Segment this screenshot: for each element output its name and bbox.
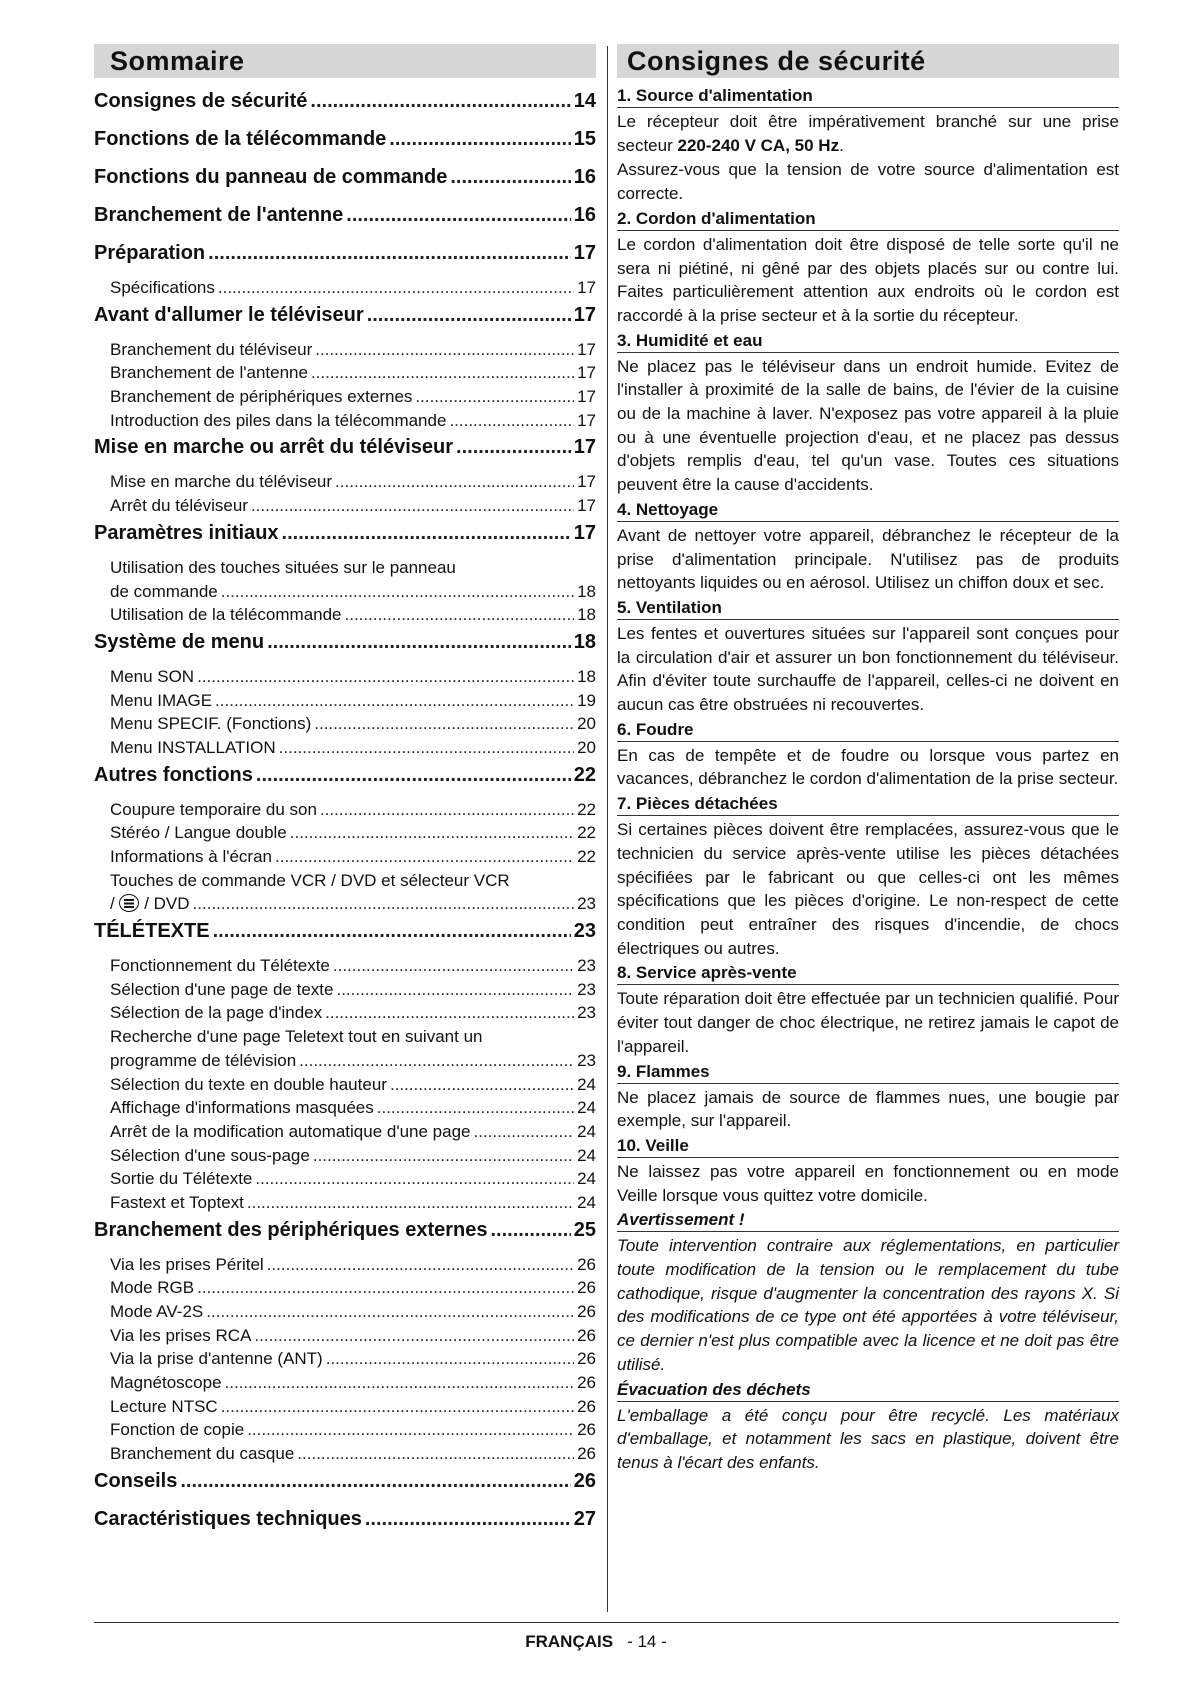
toc-entry-label: Touches de commande VCR / DVD et sélecteur VCR: [110, 870, 510, 890]
toc-entry-label: Branchement du casque: [110, 1444, 295, 1464]
safety-paragraph-text: Le cordon d'alimentation doit être disposé de telle sorte qu'il ne sera ni piétiné, ni gêné par des objets placés sur ou contre lui. Faites particulièrement attention aux endroits où le cordon est raccordé à la prise secteur et à la sortie du récepteur.: [617, 234, 1119, 325]
toc-leader-dots: [267, 627, 571, 657]
toc-entry-label: Arrêt de la modification automatique d'une page: [110, 1121, 471, 1141]
toc-leader-dots: [206, 1300, 574, 1324]
safety-paragraph: [617, 987, 1119, 1058]
safety-paragraph-text: En cas de tempête et de foudre ou lorsque vous partez en vacances, débranchez le cordon d'alimentation de la prise secteur.: [617, 745, 1119, 789]
toc-page-number: 18: [577, 605, 596, 625]
toc-entry-label: Via la prise d'antenne (ANT): [110, 1349, 323, 1369]
toc-entry-label: Spécifications: [110, 278, 215, 297]
safety-section: [617, 84, 1119, 206]
toc-entry-label: Fonction de copie: [110, 1420, 245, 1440]
toc-entry: [94, 238, 596, 276]
toc-entry-label: Sélection de la page d'index: [110, 1003, 323, 1023]
safety-paragraph: [617, 233, 1119, 328]
safety-title: Consignes de sécurité: [617, 44, 1119, 78]
toc-entry-label-prefix: /: [110, 894, 115, 914]
toc-entry-label: Sélection d'une sous-page: [110, 1145, 310, 1165]
toc-subentry: [94, 821, 596, 845]
toc-page-number: 19: [577, 690, 596, 710]
toc-page-number: 24: [577, 1098, 596, 1118]
toc-page-number: 23: [573, 920, 596, 943]
toc-subentry: [94, 409, 596, 433]
safety-paragraph-text: Les fentes et ouvertures situées sur l'appareil sont conçues pour la circulation d'air et assurer un bon fonctionnement du téléviseur. Afin d'éviter toute surchauffe de l'appareil, celles-ci ne doivent en aucun cas être obstruées ni recouvertes.: [617, 623, 1119, 715]
toc-leader-dots: [221, 1395, 574, 1419]
toc-entry-label: de commande: [110, 581, 218, 601]
toc-subentry: [94, 1418, 596, 1442]
toc-subentry: [94, 978, 596, 1002]
toc-page-number: 20: [577, 714, 596, 734]
toc-entry: [94, 627, 596, 665]
toc-entry-label: Branchement du téléviseur: [110, 339, 313, 359]
toc-page-number: 26: [577, 1420, 596, 1440]
safety-paragraph: [617, 1086, 1119, 1133]
toc-subentry: [94, 1049, 596, 1073]
toc-entry-label: Autres fonctions: [94, 763, 253, 786]
toc-page-number: 15: [573, 128, 596, 150]
toc-leader-dots: [197, 665, 574, 689]
toc-subentry: [94, 1276, 596, 1300]
safety-paragraph: [617, 524, 1119, 595]
footer-rule: [94, 1622, 1119, 1623]
toc-subentry: [94, 338, 596, 362]
toc-entry-label: Magnétoscope: [110, 1373, 222, 1393]
toc-subentry: [94, 603, 596, 627]
safety-section: [617, 718, 1119, 791]
toc-entry-label: Mise en marche du téléviseur: [110, 472, 333, 492]
safety-paragraph-text: Ne placez pas le téléviseur dans un endroit humide. Evitez de l'installer à proximité de la salle de bains, de l'évier de la cuisine ou de la machine à laver. N'exposez pas votre appareil à la pluie ou à une éventuelle projection d'eau, et ne placez pas dessus d'objets remplis d'eau, tel qu'un vase. Toutes ces situations peuvent être la cause d'accidents.: [617, 356, 1119, 495]
toc-page-number: 17: [573, 242, 596, 264]
toc-leader-dots: [320, 798, 574, 822]
toc-subentry: [94, 845, 596, 869]
toc-entry: [94, 760, 596, 798]
toc-leader-dots: [247, 1418, 574, 1442]
toc-subentry: [94, 798, 596, 822]
safety-paragraph: [617, 744, 1119, 791]
toc-page-number: 16: [573, 166, 596, 188]
toc-subentry: [94, 954, 596, 978]
toc-entry: [94, 1504, 596, 1542]
toc-leader-dots: [490, 1215, 570, 1245]
toc-leader-dots: [473, 1120, 574, 1144]
toc-entry-label: Arrêt du téléviseur: [110, 496, 248, 516]
toc-subentry: [94, 869, 596, 893]
toc-entry-label: Branchement de l'antenne: [94, 204, 344, 226]
safety-paragraph: [617, 1234, 1119, 1376]
toc-subentry: [94, 1347, 596, 1371]
toc-subentry: [94, 1324, 596, 1348]
safety-paragraph: [617, 1404, 1119, 1475]
toc-leader-dots: [333, 954, 574, 978]
toc-title: Sommaire: [94, 44, 596, 78]
toc-leader-dots: [180, 1466, 570, 1496]
toc-subentry: [94, 689, 596, 713]
toc-entry: [94, 200, 596, 238]
toc-entry-label: Menu IMAGE: [110, 690, 213, 710]
toc-page-number: 17: [573, 521, 596, 544]
safety-section: [617, 596, 1119, 717]
safety-paragraph-text: Toute réparation doit être effectuée par un technicien qualifié. Pour éviter tout danger de choc électrique, ne retirez jamais le capot de l'appareil.: [617, 989, 1119, 1056]
toc-entry-label: Mode RGB: [110, 1278, 195, 1298]
toc-subentry: [94, 1395, 596, 1419]
safety-section: [617, 329, 1119, 497]
safety-section: [617, 1378, 1119, 1475]
safety-section: [617, 1208, 1119, 1376]
toc-leader-dots: [297, 1442, 574, 1466]
toc-leader-dots: [208, 238, 571, 268]
toc-page-number: 26: [577, 1254, 596, 1274]
toc-page-number: 22: [577, 823, 596, 843]
toc-page-number: 26: [577, 1302, 596, 1321]
safety-section: [617, 1134, 1119, 1207]
toc-entry: [94, 1466, 596, 1504]
safety-section-heading: Évacuation des déchets: [617, 1378, 1119, 1402]
toc-subentry: [94, 1253, 596, 1277]
toc-leader-dots: [299, 1049, 574, 1073]
toc-page-number: 23: [577, 956, 596, 976]
safety-section: [617, 792, 1119, 960]
safety-column: [617, 44, 1119, 1476]
toc-leader-dots: [215, 689, 574, 713]
toc-page-number: 17: [577, 363, 596, 383]
safety-section: [617, 961, 1119, 1058]
toc-leader-dots: [310, 86, 570, 116]
safety-section: [617, 207, 1119, 328]
safety-section-heading: 2. Cordon d'alimentation: [617, 207, 1119, 231]
toc-page-number: 27: [573, 1507, 596, 1530]
toc-leader-dots: [450, 162, 570, 192]
toc-subentry: [94, 1300, 596, 1324]
toc-leader-dots: [346, 200, 570, 230]
toc-entry-label: Menu SON: [110, 666, 195, 686]
toc-leader-dots: [251, 494, 574, 518]
toc-leader-dots: [326, 1347, 574, 1371]
safety-paragraph-text: Ne placez jamais de source de flammes nues, une bougie par exemple, sur l'appareil.: [617, 1087, 1119, 1131]
toc-entry-label: Fonctionnement du Télétexte: [110, 956, 330, 976]
toc-leader-dots: [390, 1073, 574, 1097]
safety-paragraph-text: Le récepteur doit être impérativement branché sur une prise secteur: [617, 112, 1119, 155]
safety-section: [617, 498, 1119, 595]
toc-entry: [94, 300, 596, 338]
toc-leader-dots: [345, 603, 575, 627]
toc-entry-label: Fonctions de la télécommande: [94, 128, 387, 150]
column-divider: [607, 46, 608, 1612]
toc-page-number: 26: [577, 1278, 596, 1298]
toc-page-number: 17: [577, 339, 596, 359]
toc-entry-label: Sortie du Télétexte: [110, 1169, 253, 1189]
toc-page-number: 22: [577, 847, 596, 866]
toc-subentry: [94, 556, 596, 580]
page-footer: [0, 1632, 1192, 1652]
toc-page-number: 26: [577, 1396, 596, 1416]
toc-subentry: [94, 1096, 596, 1120]
toc-entry-label: Fonctions du panneau de commande: [94, 166, 448, 188]
safety-section: [617, 1060, 1119, 1133]
toc-page-number: 17: [577, 496, 596, 516]
toc-page-number: 24: [577, 1074, 596, 1094]
safety-paragraph-text: Si certaines pièces doivent être remplacées, assurez-vous que le technicien du service après-vente utilise les pièces détachées spécifiées par le fabricant ou que celles-ci ont les mêmes spécifications que les pièces d'origine. Le non-respect de cette condition peut entraîner des risques d'incendie, de chocs électriques ou autres.: [617, 820, 1119, 958]
toc-leader-dots: [218, 276, 574, 300]
toc-entry: [94, 1215, 596, 1253]
toc-page-number: 26: [577, 1444, 596, 1464]
toc-page-number: 17: [577, 472, 596, 492]
toc-subentry: [94, 892, 596, 916]
toc-leader-dots: [335, 470, 574, 494]
toc-entry-label: Menu SPECIF. (Fonctions): [110, 714, 312, 734]
toc-entry-label: Menu INSTALLATION: [110, 737, 276, 757]
toc-page-number: 22: [573, 763, 596, 786]
toc-leader-dots: [267, 1253, 574, 1277]
toc-entry-label: Via les prises Péritel: [110, 1254, 264, 1274]
toc-entry-label: Paramètres initiaux: [94, 521, 279, 544]
safety-section-heading: 6. Foudre: [617, 718, 1119, 742]
toc-leader-dots: [193, 892, 575, 916]
toc-page-number: 17: [573, 303, 596, 326]
toc-page-number: 17: [577, 387, 596, 407]
safety-section-heading: Avertissement !: [617, 1208, 1119, 1232]
toc-leader-dots: [389, 124, 570, 154]
toc-entry: [94, 518, 596, 556]
toc-entry-label: Système de menu: [94, 630, 265, 653]
toc-page-number: 26: [573, 1469, 596, 1492]
toc-entry-label: TÉLÉTEXTE: [94, 920, 210, 943]
toc-entry: [94, 86, 596, 124]
toc-page-number: 24: [577, 1145, 596, 1165]
toc-subentry: [94, 1001, 596, 1025]
toc-entry-label: Utilisation de la télécommande: [110, 605, 342, 625]
safety-paragraph-text: Avant de nettoyer votre appareil, débranchez le récepteur de la prise d'alimentation principale. N'utilisez pas de produits nettoyants liquides ou en aérosol. Utilisez un chiffon doux et sec.: [617, 525, 1119, 593]
toc-page-number: 18: [577, 666, 596, 686]
safety-section-heading: 9. Flammes: [617, 1060, 1119, 1084]
safety-paragraph-text: Toute intervention contraire aux réglementations, en particulier toute modification de la tension ou le remplacement du tube cathodique, risque d'augmenter la concentration des rayons X. Si des modifications de ce type ont été apportées à votre téléviseur, ce dernier n'est plus compatible avec la licence et ne doit pas être utilisé.: [617, 1236, 1119, 1374]
toc-page-number: 23: [577, 1003, 596, 1023]
toc-page-number: 23: [577, 1050, 596, 1070]
toc-leader-dots: [255, 1167, 574, 1191]
toc-leader-dots: [367, 300, 571, 330]
toc-leader-dots: [313, 1144, 574, 1168]
toc-subentry: [94, 385, 596, 409]
toc-leader-dots: [456, 432, 571, 462]
toc-leader-dots: [279, 736, 574, 760]
toc-column: [94, 44, 596, 1542]
safety-section-heading: 3. Humidité et eau: [617, 329, 1119, 353]
safety-paragraph-emphasis: 220-240 V CA, 50 Hz: [677, 135, 840, 155]
toc-subentry: [94, 1025, 596, 1049]
toc-leader-dots: [225, 1371, 575, 1395]
toc-entry-label: Avant d'allumer le téléviseur: [94, 303, 364, 326]
toc-page-number: 26: [577, 1349, 596, 1369]
toc-entry-label: Stéréo / Langue double: [110, 823, 287, 843]
toc-entry-label: Informations à l'écran: [110, 847, 272, 866]
toc-entry-label: [110, 892, 190, 916]
toc-subentry: [94, 580, 596, 604]
toc-page-number: 24: [577, 1169, 596, 1189]
toc-page-number: 26: [577, 1325, 596, 1345]
toc-entry-label: Fastext et Toptext: [110, 1192, 244, 1212]
toc-subentry: [94, 1120, 596, 1144]
toc-subentry: [94, 1442, 596, 1466]
toc-subentry: [94, 1144, 596, 1168]
toc-subentry: [94, 1167, 596, 1191]
safety-paragraph: [617, 622, 1119, 717]
toc-entry-label: Branchement des périphériques externes: [94, 1218, 488, 1241]
toc-entry-label: Branchement de l'antenne: [110, 363, 308, 383]
safety-paragraph: [617, 355, 1119, 497]
toc-subentry: [94, 494, 596, 518]
toc-leader-dots: [365, 1504, 571, 1534]
toc-leader-dots: [311, 361, 574, 385]
toc-subentry: [94, 712, 596, 736]
toc-leader-dots: [415, 385, 574, 409]
safety-section-heading: 1. Source d'alimentation: [617, 84, 1119, 108]
toc-leader-dots: [254, 1324, 574, 1348]
toc-entry-label: Introduction des piles dans la télécommande: [110, 410, 447, 430]
toc-entry-label: Coupure temporaire du son: [110, 799, 317, 819]
toc-leader-dots: [314, 712, 574, 736]
toc-leader-dots: [315, 338, 574, 362]
toc-leader-dots: [221, 580, 574, 604]
toc-entry: [94, 124, 596, 162]
toc-page-number: 23: [577, 979, 596, 999]
toc-entry-label: Mode AV-2S: [110, 1302, 204, 1321]
toc-entry-label: Affichage d'informations masquées: [110, 1098, 374, 1118]
toc-entry-label: Sélection du texte en double hauteur: [110, 1074, 387, 1094]
toc-page-number: 17: [577, 410, 596, 430]
toc-page-number: 17: [573, 436, 596, 459]
toc-entry-label: Utilisation des touches situées sur le panneau: [110, 557, 456, 577]
toc-entry-label: programme de télévision: [110, 1050, 297, 1070]
toc-entry-label: Via les prises RCA: [110, 1325, 252, 1345]
toc-entry-label: Recherche d'une page Teletext tout en suivant un: [110, 1027, 483, 1047]
safety-section-heading: 7. Pièces détachées: [617, 792, 1119, 816]
footer-language: FRANÇAIS: [525, 1632, 614, 1651]
toc-leader-dots: [449, 409, 574, 433]
toc-leader-dots: [197, 1276, 574, 1300]
safety-section-heading: 8. Service après-vente: [617, 961, 1119, 985]
toc-entry-label: Mise en marche ou arrêt du téléviseur: [94, 436, 454, 459]
toc-page-number: 22: [577, 799, 596, 819]
toc-subentry: [94, 1371, 596, 1395]
toc-entry-label: Lecture NTSC: [110, 1396, 218, 1416]
safety-section-heading: 4. Nettoyage: [617, 498, 1119, 522]
toc-leader-dots: [282, 518, 571, 548]
toc-page-number: 16: [573, 204, 596, 226]
toc-entry: [94, 432, 596, 470]
toc-list: [94, 86, 596, 1542]
toc-page-number: 20: [577, 737, 596, 757]
safety-paragraph: [617, 818, 1119, 960]
toc-page-number: 24: [577, 1121, 596, 1141]
toc-leader-dots: [256, 760, 571, 790]
toc-subentry: [94, 665, 596, 689]
toc-entry-label: Consignes de sécurité: [94, 90, 308, 112]
toc-leader-dots: [275, 845, 574, 869]
teletext-icon: [119, 894, 139, 912]
safety-paragraph-text: Ne laissez pas votre appareil en fonctionnement ou en mode Veille lorsque vous quittez votre domicile.: [617, 1161, 1119, 1205]
footer-page-number: - 14 -: [627, 1632, 667, 1651]
toc-subentry: [94, 1073, 596, 1097]
safety-paragraph: [617, 110, 1119, 157]
toc-subentry: [94, 736, 596, 760]
safety-section-heading: 5. Ventilation: [617, 596, 1119, 620]
safety-paragraph: [617, 158, 1119, 205]
toc-entry-label: Caractéristiques techniques: [94, 1507, 362, 1530]
toc-entry-label-suffix: / DVD: [144, 894, 190, 914]
safety-sections: [617, 84, 1119, 1475]
safety-paragraph-text: Assurez-vous que la tension de votre source d'alimentation est correcte.: [617, 160, 1119, 204]
toc-page-number: 18: [573, 630, 596, 653]
toc-leader-dots: [377, 1096, 574, 1120]
toc-page-number: 26: [577, 1373, 596, 1393]
toc-leader-dots: [325, 1001, 574, 1025]
toc-page-number: 14: [573, 90, 596, 112]
toc-page-number: 23: [577, 894, 596, 914]
toc-subentry: [94, 361, 596, 385]
safety-paragraph: [617, 1160, 1119, 1207]
toc-leader-dots: [213, 916, 571, 946]
toc-leader-dots: [336, 978, 574, 1002]
toc-page-number: 24: [577, 1192, 596, 1212]
toc-entry-label: Branchement de périphériques externes: [110, 387, 413, 407]
toc-subentry: [94, 1191, 596, 1215]
toc-leader-dots: [247, 1191, 574, 1215]
toc-entry-label: Sélection d'une page de texte: [110, 979, 334, 999]
toc-entry-label: Préparation: [94, 242, 206, 264]
toc-entry: [94, 916, 596, 954]
safety-section-heading: 10. Veille: [617, 1134, 1119, 1158]
safety-paragraph-tail: .: [839, 135, 844, 155]
toc-entry-label: Conseils: [94, 1469, 178, 1492]
toc-subentry: [94, 276, 596, 300]
toc-page-number: 17: [577, 278, 596, 297]
safety-paragraph-text: L'emballage a été conçu pour être recyclé. Les matériaux d'emballage, et notamment les sacs en plastique, doivent être tenus à l'écart des enfants.: [617, 1405, 1119, 1472]
toc-subentry: [94, 470, 596, 494]
toc-leader-dots: [290, 821, 574, 845]
toc-page-number: 18: [577, 581, 596, 601]
toc-entry: [94, 162, 596, 200]
toc-page-number: 25: [573, 1218, 596, 1241]
